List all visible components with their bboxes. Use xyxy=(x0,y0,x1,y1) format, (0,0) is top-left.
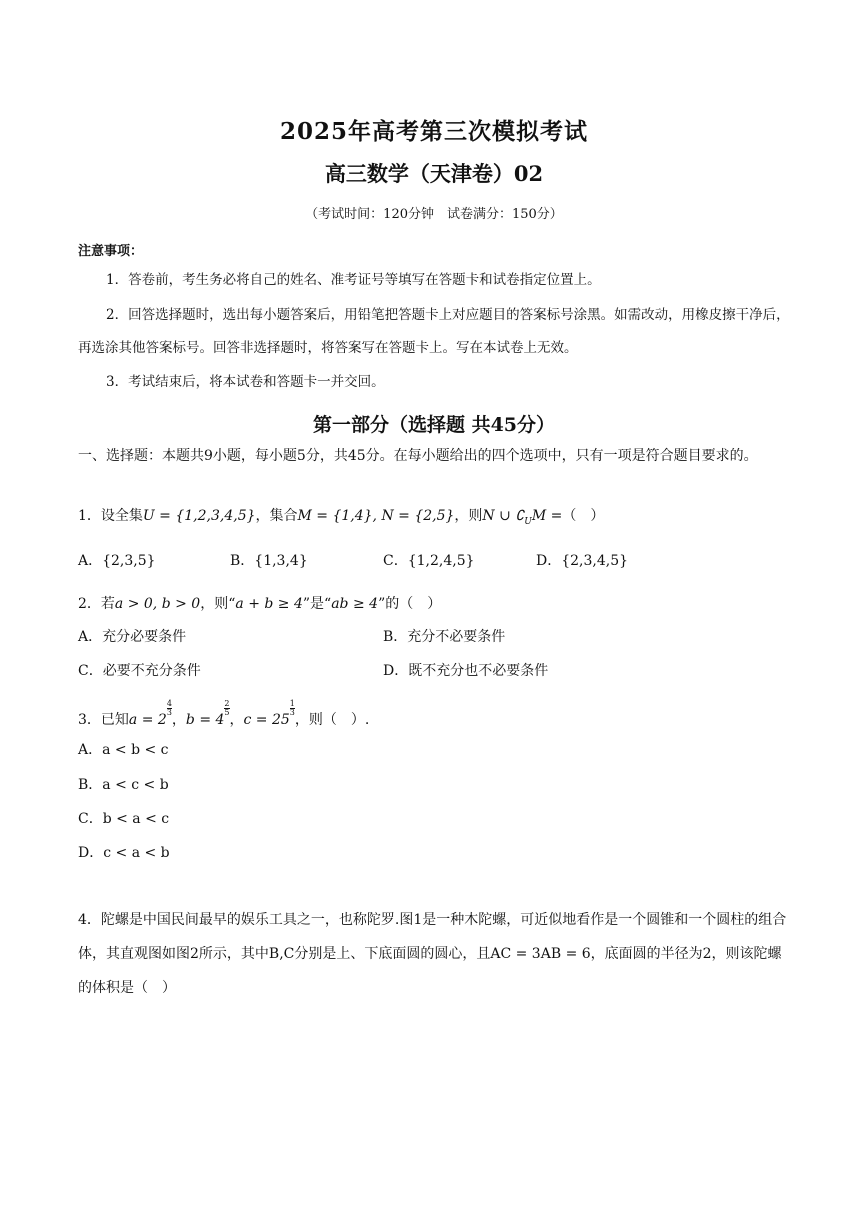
q3-sep-2: ， xyxy=(229,712,244,728)
question-4: 4．陀螺是中国民间最早的娱乐工具之一，也称陀罗.图1是一种木陀螺，可近似地看作是一个圆锥和一个圆柱的组合体，其直观图如图2所示，其中B,C分别是上、下底面圆的圆心，且AC = 3AB = 6，底面圆的半径为2，则该陀螺的体积是（ ） xyxy=(78,912,787,996)
q1-universal-set: U = {1,2,3,4,5} xyxy=(142,508,256,524)
q3-c-exp-num: 1 xyxy=(289,699,295,708)
q2-statement-2: ab ≥ 4 xyxy=(331,596,379,612)
q1-expression-end: M = xyxy=(531,508,563,524)
q3-sep-1: ， xyxy=(171,712,186,728)
q2-option-c: C．必要不充分条件 xyxy=(78,663,201,679)
q1-option-d: D．{2,3,4,5} xyxy=(536,553,629,569)
q2-statement-1: a + b ≥ 4 xyxy=(235,596,303,612)
question-1 xyxy=(78,505,604,527)
q3-option-c: C．b < a < c xyxy=(78,811,170,827)
q3-a-exp-den: 3 xyxy=(166,708,172,717)
q1-sets: M = {1,4}, N = {2,5} xyxy=(297,508,455,524)
q1-then: ，则 xyxy=(454,508,483,524)
q3-a-base: a = 2 xyxy=(128,712,167,728)
exam-info: （考试时间：120分钟 试卷满分：150分） xyxy=(305,207,563,222)
part-one-title: 第一部分（选择题 共45分） xyxy=(312,414,556,436)
q3-option-d: D．c < a < b xyxy=(78,845,170,861)
q2-option-b: B．充分不必要条件 xyxy=(383,629,506,645)
exam-subtitle: 高三数学（天津卷）02 xyxy=(324,161,544,186)
notice-item-2: 2．回答选择题时，选出每小题答案后，用铅笔把答题卡上对应题目的答案标号涂黑。如需改动，用橡皮擦干净后，再选涂其他答案标号。回答非选择题时，将答案写在答题卡上。写在本试卷上无效。 xyxy=(78,307,790,356)
exam-title: 2025年高考第三次模拟考试 xyxy=(279,118,588,145)
q3-b-exp-den: 5 xyxy=(224,708,230,717)
q1-expression: N ∪ ∁ xyxy=(482,508,525,524)
q3-option-b: B．a < c < b xyxy=(78,777,169,793)
question-3 xyxy=(78,700,369,729)
q3-a-exp-num: 4 xyxy=(166,699,172,708)
q2-text-2: ”是“ xyxy=(302,596,332,612)
q1-option-a: A．{2,3,5} xyxy=(78,553,156,569)
q1-prefix: 1．设全集 xyxy=(78,508,143,524)
q2-text-3: ”的（ ） xyxy=(378,596,442,612)
q2-prefix: 2．若 xyxy=(78,596,115,612)
q2-condition: a > 0, b > 0 xyxy=(114,596,201,612)
q1-subscript: U xyxy=(524,516,532,527)
q1-option-b: B．{1,3,4} xyxy=(230,553,308,569)
q2-option-d: D．既不充分也不必要条件 xyxy=(383,663,549,679)
notice-item-1: 1．答卷前，考生务必将自己的姓名、准考证号等填写在答题卡和试卷指定位置上。 xyxy=(106,272,601,288)
q3-option-a: A．a < b < c xyxy=(78,742,169,758)
q3-c-base: c = 25 xyxy=(243,712,290,728)
section-intro: 一、选择题：本题共9小题，每小题5分，共45分。在每小题给出的四个选项中，只有一项是符合题目要求的。 xyxy=(78,448,758,464)
q2-text-1: ，则“ xyxy=(200,596,236,612)
q2-option-a: A．充分必要条件 xyxy=(78,629,187,645)
q3-prefix: 3．已知 xyxy=(78,712,129,728)
notice-item-3: 3．考试结束后，将本试卷和答题卡一并交回。 xyxy=(106,374,385,390)
notice-heading: 注意事项： xyxy=(78,244,144,259)
q3-b-exp-num: 2 xyxy=(224,699,230,708)
q1-answer-blank: （ ） xyxy=(562,508,605,524)
q3-suffix: ，则（ ）. xyxy=(294,712,370,728)
q1-option-c: C．{1,2,4,5} xyxy=(383,553,475,569)
q3-b-base: b = 4 xyxy=(185,712,225,728)
q1-mid: ，集合 xyxy=(255,508,298,524)
question-2 xyxy=(78,593,441,613)
q3-c-exp-den: 3 xyxy=(289,708,295,717)
